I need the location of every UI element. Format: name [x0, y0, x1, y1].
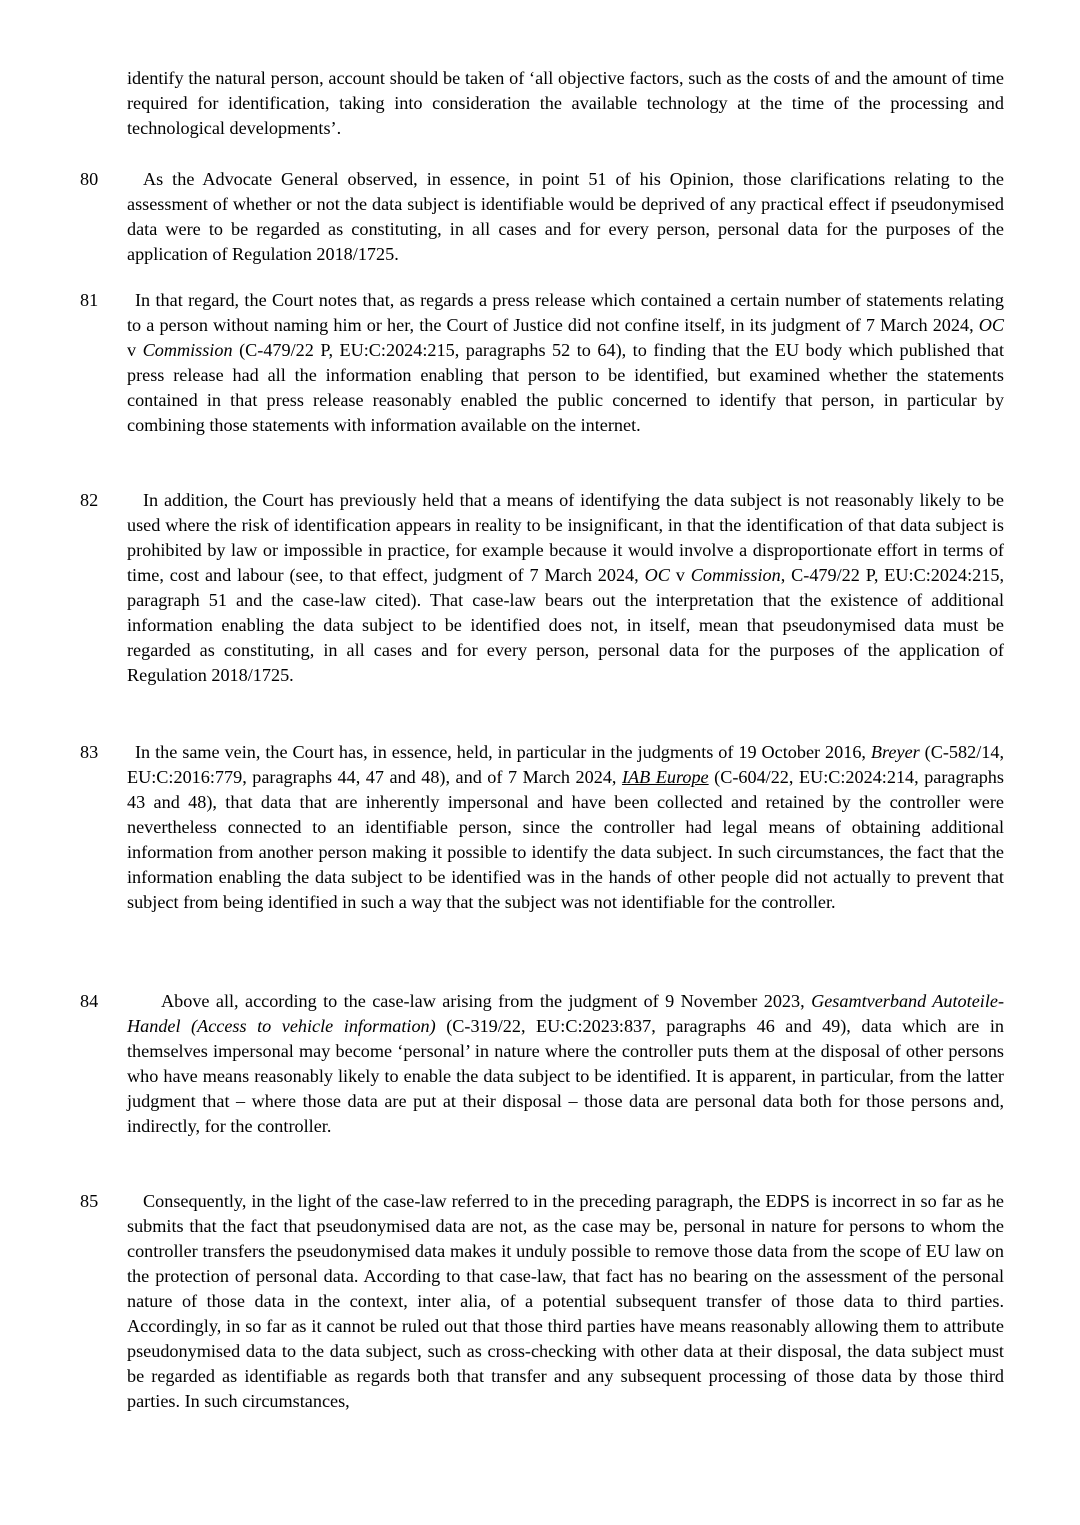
paragraph-text — [127, 488, 1004, 688]
text-run: In addition, the Court has previously held that a means of identifying the data subject is not reasonably likely to be used where the risk of identification appears in reality to be insignificant, in that the identification of that data subject is prohibited by law or impossible in practice, for example because it would involve a disproportionate effort in terms of time, cost and labour (see, to that effect, judgment of 7 March 2024, — [127, 490, 1004, 585]
text-run: As the Advocate General observed, in essence, in point 51 of his Opinion, those clarifications relating to the assessment of whether or not the data subject is identifiable would be deprived of any practical effect if pseudonymised data were to be regarded as constituting, in all cases and for every person, personal data for the purposes of the application of Regulation 2018/1725. — [127, 169, 1004, 264]
text-run: Above all, according to the case-law arising from the judgment of 9 November 2023, — [161, 991, 812, 1011]
text-run: (C-319/22, EU:C:2023:837, paragraphs 46 and 49), data which are in themselves impersonal may become ‘personal’ in nature where the controller puts them at the disposal of other persons who have means reasonably likely to enable the data subject to be identified. It is apparent, in particular, from the latter judgment that – where those data are put at their disposal – those data are personal data both for those persons and, indirectly, for the controller. — [127, 1016, 1004, 1136]
text-run: (C-479/22 P, EU:C:2024:215, paragraphs 52 to 64), to finding that the EU body which published that press release had all the information enabling that person to be identified, but examined whether the statements contained in that press release reasonably enabled the public concerned to identify that person, in particular by combining those statements with information available on the internet. — [127, 340, 1004, 435]
paragraph-number: 80 — [80, 169, 99, 189]
text-run: v — [127, 340, 143, 360]
text-run: In the same vein, the Court has, in essence, held, in particular in the judgments of 19 October 2016, — [135, 742, 871, 762]
paragraph-84 — [127, 989, 1004, 1139]
paragraph-continued — [127, 66, 1004, 141]
text-run: identify the natural person, account should be taken of ‘all objective factors, such as the costs of and the amount of time required for identification, taking into consideration the available technology at the time of the processing and technological developments’. — [127, 68, 1004, 138]
paragraph-80 — [127, 167, 1004, 267]
paragraph-85 — [127, 1189, 1004, 1414]
paragraph-text — [127, 288, 1004, 438]
text-run: v — [669, 565, 691, 585]
paragraph-83 — [127, 740, 1004, 915]
paragraph-number: 83 — [80, 742, 99, 762]
paragraph-text — [127, 989, 1004, 1139]
text-run: In that regard, the Court notes that, as regards a press release which contained a certain number of statements relating to a person without naming him or her, the Court of Justice did not confine itself, in its judgment of 7 March 2024, — [127, 290, 1004, 335]
text-run: Consequently, in the light of the case-law referred to in the preceding paragraph, the EDPS is incorrect in so far as he submits that the fact that pseudonymised data are not, as the case may be, personal in nature for persons to whom the controller transfers the pseudonymised data makes it unduly possible to remove those data from the scope of EU law on the protection of personal data. According to that case-law, that fact has no bearing on the assessment of the personal nature of those data in the context, inter alia, of a potential subsequent transfer of those data to third parties. Accordingly, in so far as it cannot be ruled out that those third parties have means reasonably allowing them to attribute pseudonymised data to the data subject, such as cross-checking with other data at their disposal, the data subject must be regarded as identifiable as regards both that transfer and any subsequent processing of those data by those third parties. In such circumstances, — [127, 1191, 1004, 1411]
paragraph-text — [127, 167, 1004, 267]
text-run: (C-604/22, EU:C:2024:214, paragraphs 43 and 48), that data that are inherently impersonal and have been collected and retained by the controller were nevertheless connected to an identifiable person, since the controller had legal means of obtaining additional information from another person making it possible to identify the data subject. In such circumstances, the fact that the information enabling the data subject to be identified was in the hands of other people did not actually to prevent that subject from being identified in such a way that the subject was not identifiable for the controller. — [127, 767, 1004, 912]
paragraph-number: 82 — [80, 490, 99, 510]
case-name-italic: Commission — [142, 340, 233, 360]
text-run: (C-582/14, EU:C:2016:779, paragraphs 44, 47 and 48), and of 7 March 2024, — [127, 742, 1004, 787]
paragraph-82 — [127, 488, 1004, 688]
text-run: , C-479/22 P, EU:C:2024:215, paragraph 51 and the case-law cited). That case-law bears out the interpretation that the existence of additional information enabling the data subject to be identified does not, in itself, mean that pseudonymised data must be regarded as constituting, in all cases and for every person, personal data for the purposes of the application of Regulation 2018/1725. — [127, 565, 1005, 685]
paragraph-text — [127, 66, 1004, 141]
case-name-italic: OC — [978, 315, 1004, 335]
paragraph-number: 81 — [80, 290, 99, 310]
case-name-italic: Gesamtverband Autoteile-Handel (Access to vehicle information) — [127, 991, 1004, 1036]
paragraph-text — [127, 740, 1004, 915]
paragraph-text — [127, 1189, 1004, 1414]
paragraph-number: 84 — [80, 991, 99, 1011]
case-name-italic: OC — [644, 565, 670, 585]
case-name-italic: Breyer — [870, 742, 920, 762]
case-name-italic: Commission — [690, 565, 781, 585]
paragraph-81 — [127, 288, 1004, 438]
case-name-underlined: IAB Europe — [621, 767, 709, 787]
paragraph-number: 85 — [80, 1191, 99, 1211]
